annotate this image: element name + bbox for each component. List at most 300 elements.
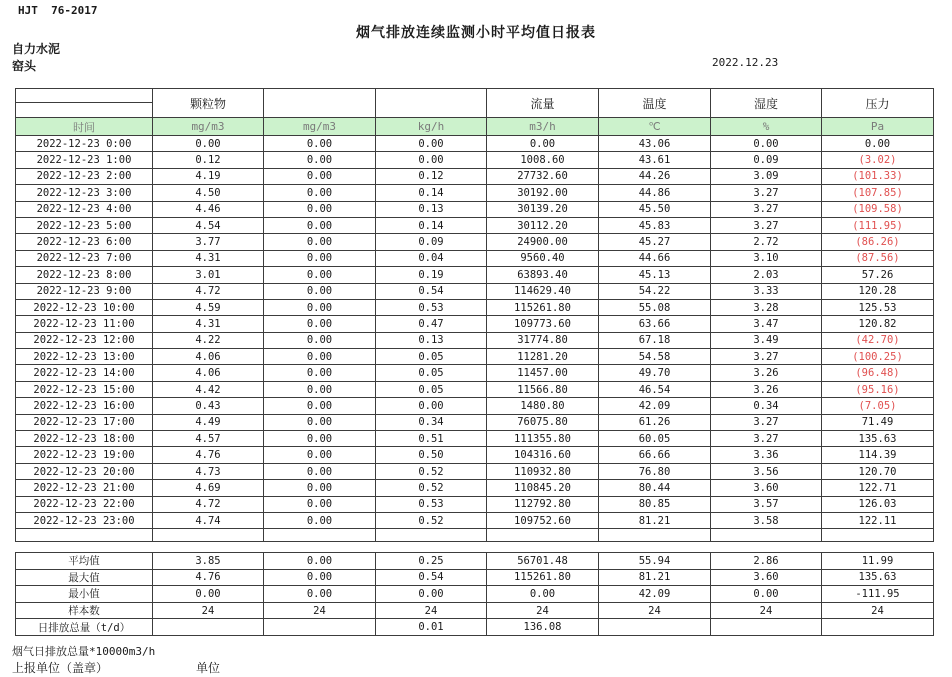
value-cell: 125.53 [822, 299, 934, 315]
value-cell: 0.00 [264, 299, 376, 315]
value-cell: 2.03 [711, 267, 822, 283]
value-cell: 45.27 [599, 234, 711, 250]
hourly-data-row [16, 480, 934, 496]
row-label-cell: 2022-12-23 7:00 [16, 250, 153, 266]
value-cell: (42.70) [822, 332, 934, 348]
value-cell: 0.12 [376, 168, 487, 184]
row-label-cell: 2022-12-23 16:00 [16, 398, 153, 414]
summary-row [16, 619, 934, 636]
value-cell: 30112.20 [487, 217, 599, 233]
hourly-data-row [16, 267, 934, 283]
value-cell: 9560.40 [487, 250, 599, 266]
value-cell: 0.04 [376, 250, 487, 266]
company-name: 自力水泥 [12, 42, 61, 56]
hourly-data-row [16, 316, 934, 332]
row-label-cell: 2022-12-23 20:00 [16, 463, 153, 479]
row-label-cell: 平均值 [16, 553, 153, 570]
value-cell: 42.09 [599, 398, 711, 414]
value-cell: 0.00 [264, 152, 376, 168]
value-cell: 0.05 [376, 381, 487, 397]
value-cell: 120.70 [822, 463, 934, 479]
value-cell: 3.09 [711, 168, 822, 184]
value-cell: 49.70 [599, 365, 711, 381]
value-cell: (7.05) [822, 398, 934, 414]
row-label-cell: 2022-12-23 17:00 [16, 414, 153, 430]
value-cell: 3.26 [711, 381, 822, 397]
value-cell: 0.53 [376, 496, 487, 512]
value-cell [822, 619, 934, 636]
value-cell: 24 [822, 602, 934, 619]
value-cell: 0.00 [264, 250, 376, 266]
value-cell: 4.42 [153, 381, 264, 397]
value-cell: 3.36 [711, 447, 822, 463]
row-label-cell: 2022-12-23 2:00 [16, 168, 153, 184]
value-cell: 0.05 [376, 365, 487, 381]
value-cell: 111355.80 [487, 431, 599, 447]
value-cell: 60.05 [599, 431, 711, 447]
value-cell: 71.49 [822, 414, 934, 430]
row-label-cell: 2022-12-23 5:00 [16, 217, 153, 233]
value-cell: 0.00 [153, 586, 264, 603]
value-cell: 0.52 [376, 512, 487, 528]
value-cell [376, 529, 487, 542]
summary-table [15, 552, 934, 636]
value-cell: 4.74 [153, 512, 264, 528]
summary-row [16, 586, 934, 603]
value-cell: 0.00 [153, 136, 264, 152]
value-cell: 126.03 [822, 496, 934, 512]
value-cell [264, 619, 376, 636]
value-cell [711, 529, 822, 542]
value-cell: 3.77 [153, 234, 264, 250]
value-cell: 3.27 [711, 217, 822, 233]
row-label-cell: 2022-12-23 19:00 [16, 447, 153, 463]
time-header-upper [16, 89, 152, 103]
value-cell: 4.69 [153, 480, 264, 496]
value-cell: 0.00 [487, 586, 599, 603]
value-cell: 0.00 [264, 136, 376, 152]
value-cell: 0.25 [376, 553, 487, 570]
col-header-blank-1 [264, 89, 376, 118]
group-header-row [16, 89, 934, 118]
row-label-cell: 2022-12-23 11:00 [16, 316, 153, 332]
hourly-data-row [16, 201, 934, 217]
value-cell: 0.53 [376, 299, 487, 315]
value-cell: 43.61 [599, 152, 711, 168]
value-cell: 109752.60 [487, 512, 599, 528]
hourly-data-row [16, 496, 934, 512]
row-label-cell: 2022-12-23 12:00 [16, 332, 153, 348]
time-header-split-cell [16, 89, 153, 118]
value-cell [153, 529, 264, 542]
value-cell: 3.33 [711, 283, 822, 299]
value-cell: 44.66 [599, 250, 711, 266]
value-cell: 4.54 [153, 217, 264, 233]
value-cell: 4.59 [153, 299, 264, 315]
unit-percent: % [711, 118, 822, 136]
value-cell: 0.43 [153, 398, 264, 414]
hourly-data-row [16, 414, 934, 430]
row-label-cell: 2022-12-23 21:00 [16, 480, 153, 496]
value-cell: 0.00 [264, 512, 376, 528]
value-cell: 76075.80 [487, 414, 599, 430]
value-cell: 54.22 [599, 283, 711, 299]
value-cell: 24 [711, 602, 822, 619]
value-cell: (101.33) [822, 168, 934, 184]
value-cell: 4.06 [153, 349, 264, 365]
unit-m3h: m3/h [487, 118, 599, 136]
empty-spacer-row [16, 529, 934, 542]
value-cell: 0.14 [376, 217, 487, 233]
value-cell: 11566.80 [487, 381, 599, 397]
value-cell: (3.02) [822, 152, 934, 168]
row-label-cell: 最大值 [16, 569, 153, 586]
value-cell: 0.50 [376, 447, 487, 463]
value-cell: 56701.48 [487, 553, 599, 570]
value-cell: 3.60 [711, 569, 822, 586]
value-cell: 76.80 [599, 463, 711, 479]
value-cell: 54.58 [599, 349, 711, 365]
col-header-flow: 流量 [487, 89, 599, 118]
hourly-data-table [15, 88, 934, 542]
value-cell: 4.76 [153, 447, 264, 463]
value-cell: 0.52 [376, 480, 487, 496]
value-cell: 0.00 [264, 349, 376, 365]
value-cell: 24 [264, 602, 376, 619]
value-cell: 0.00 [264, 414, 376, 430]
value-cell: -111.95 [822, 586, 934, 603]
value-cell: 0.00 [264, 398, 376, 414]
hourly-data-row [16, 185, 934, 201]
col-header-blank-2 [376, 89, 487, 118]
hourly-data-row [16, 283, 934, 299]
col-header-pressure: 压力 [822, 89, 934, 118]
value-cell: 44.26 [599, 168, 711, 184]
value-cell: 0.47 [376, 316, 487, 332]
value-cell: 4.49 [153, 414, 264, 430]
value-cell: 31774.80 [487, 332, 599, 348]
value-cell: 44.86 [599, 185, 711, 201]
value-cell: (100.25) [822, 349, 934, 365]
value-cell: 30192.00 [487, 185, 599, 201]
value-cell: 109773.60 [487, 316, 599, 332]
time-header-lower [16, 103, 152, 117]
row-label-cell: 日排放总量（t/d） [16, 619, 153, 636]
value-cell: 45.83 [599, 217, 711, 233]
value-cell: 55.08 [599, 299, 711, 315]
value-cell [822, 529, 934, 542]
hourly-data-row [16, 381, 934, 397]
value-cell: 3.28 [711, 299, 822, 315]
value-cell: 3.01 [153, 267, 264, 283]
row-label-cell: 2022-12-23 8:00 [16, 267, 153, 283]
value-cell: 81.21 [599, 569, 711, 586]
value-cell: 3.56 [711, 463, 822, 479]
value-cell: 4.76 [153, 569, 264, 586]
value-cell: 0.00 [264, 569, 376, 586]
value-cell: 45.50 [599, 201, 711, 217]
value-cell: 61.26 [599, 414, 711, 430]
hourly-data-row [16, 349, 934, 365]
value-cell: 63893.40 [487, 267, 599, 283]
value-cell: 80.44 [599, 480, 711, 496]
value-cell: 43.06 [599, 136, 711, 152]
value-cell: 11457.00 [487, 365, 599, 381]
value-cell: 0.00 [264, 234, 376, 250]
value-cell: 3.27 [711, 201, 822, 217]
value-cell [153, 619, 264, 636]
hourly-data-row [16, 431, 934, 447]
value-cell: 2.86 [711, 553, 822, 570]
value-cell: 63.66 [599, 316, 711, 332]
value-cell: 3.58 [711, 512, 822, 528]
value-cell: 1008.60 [487, 152, 599, 168]
value-cell: 0.00 [264, 267, 376, 283]
value-cell: 3.60 [711, 480, 822, 496]
col-header-humidity: 湿度 [711, 89, 822, 118]
unit-header-row [16, 118, 934, 136]
value-cell: 0.34 [711, 398, 822, 414]
row-label-cell: 2022-12-23 3:00 [16, 185, 153, 201]
hourly-data-row [16, 512, 934, 528]
hourly-data-row [16, 250, 934, 266]
value-cell: 4.72 [153, 496, 264, 512]
row-label-cell: 最小值 [16, 586, 153, 603]
value-cell: 0.13 [376, 332, 487, 348]
value-cell: 0.00 [264, 496, 376, 512]
row-label-cell: 2022-12-23 1:00 [16, 152, 153, 168]
value-cell: 3.10 [711, 250, 822, 266]
value-cell: 4.06 [153, 365, 264, 381]
value-cell: 11281.20 [487, 349, 599, 365]
value-cell: 0.00 [264, 185, 376, 201]
value-cell: 114629.40 [487, 283, 599, 299]
value-cell: 4.31 [153, 316, 264, 332]
value-cell: 0.54 [376, 569, 487, 586]
value-cell: (87.56) [822, 250, 934, 266]
value-cell: 4.57 [153, 431, 264, 447]
value-cell: 4.50 [153, 185, 264, 201]
row-label-cell: 2022-12-23 23:00 [16, 512, 153, 528]
value-cell: 0.54 [376, 283, 487, 299]
hourly-data-row [16, 332, 934, 348]
unit-mgm3-1: mg/m3 [153, 118, 264, 136]
hourly-data-row [16, 168, 934, 184]
value-cell: 24 [487, 602, 599, 619]
hourly-data-row [16, 152, 934, 168]
value-cell: 24900.00 [487, 234, 599, 250]
value-cell: 0.00 [264, 431, 376, 447]
value-cell: 110845.20 [487, 480, 599, 496]
value-cell: 115261.80 [487, 569, 599, 586]
value-cell: 112792.80 [487, 496, 599, 512]
value-cell: 0.00 [264, 168, 376, 184]
value-cell: (107.85) [822, 185, 934, 201]
value-cell: 27732.60 [487, 168, 599, 184]
value-cell: 0.00 [264, 217, 376, 233]
unit-kgh: kg/h [376, 118, 487, 136]
value-cell: (86.26) [822, 234, 934, 250]
value-cell: 0.00 [264, 553, 376, 570]
value-cell: 0.00 [376, 152, 487, 168]
hourly-data-row [16, 447, 934, 463]
report-title: 烟气排放连续监测小时平均值日报表 [356, 25, 596, 41]
value-cell: 0.00 [264, 381, 376, 397]
value-cell: 0.13 [376, 201, 487, 217]
value-cell: 3.85 [153, 553, 264, 570]
row-label-cell: 2022-12-23 10:00 [16, 299, 153, 315]
row-label-cell: 2022-12-23 4:00 [16, 201, 153, 217]
value-cell: 57.26 [822, 267, 934, 283]
value-cell: 3.57 [711, 496, 822, 512]
value-cell: 3.27 [711, 431, 822, 447]
row-label-cell: 2022-12-23 0:00 [16, 136, 153, 152]
value-cell: 46.54 [599, 381, 711, 397]
value-cell: 122.71 [822, 480, 934, 496]
row-label-cell: 2022-12-23 6:00 [16, 234, 153, 250]
value-cell: 0.00 [264, 316, 376, 332]
col-header-particulate: 颗粒物 [153, 89, 264, 118]
reporting-unit-stamp-label: 上报单位（盖章） [12, 661, 109, 675]
value-cell: 4.22 [153, 332, 264, 348]
value-cell: 0.00 [822, 136, 934, 152]
value-cell: 3.49 [711, 332, 822, 348]
value-cell: 1480.80 [487, 398, 599, 414]
value-cell: 42.09 [599, 586, 711, 603]
value-cell: 0.01 [376, 619, 487, 636]
value-cell: 81.21 [599, 512, 711, 528]
value-cell: 80.85 [599, 496, 711, 512]
unit-mgm3-2: mg/m3 [264, 118, 376, 136]
value-cell: 0.00 [264, 586, 376, 603]
value-cell: 0.00 [264, 463, 376, 479]
standard-number: HJT 76-2017 [18, 4, 98, 17]
flow-total-note: 烟气日排放总量*10000m3/h [12, 645, 156, 658]
col-header-temperature: 温度 [599, 89, 711, 118]
value-cell: 4.19 [153, 168, 264, 184]
value-cell: 67.18 [599, 332, 711, 348]
value-cell: 115261.80 [487, 299, 599, 315]
value-cell: 45.13 [599, 267, 711, 283]
summary-row [16, 553, 934, 570]
value-cell: 0.09 [376, 234, 487, 250]
value-cell [599, 619, 711, 636]
value-cell: 0.12 [153, 152, 264, 168]
summary-row [16, 602, 934, 619]
value-cell [264, 529, 376, 542]
value-cell: 135.63 [822, 569, 934, 586]
row-label-cell: 2022-12-23 13:00 [16, 349, 153, 365]
value-cell: 30139.20 [487, 201, 599, 217]
value-cell: 3.27 [711, 349, 822, 365]
hourly-data-row [16, 136, 934, 152]
hourly-data-row [16, 299, 934, 315]
value-cell: 0.00 [376, 586, 487, 603]
value-cell: 0.00 [376, 136, 487, 152]
value-cell: 0.00 [264, 201, 376, 217]
value-cell: 0.14 [376, 185, 487, 201]
row-label-cell: 2022-12-23 15:00 [16, 381, 153, 397]
hourly-data-row [16, 398, 934, 414]
value-cell: 0.34 [376, 414, 487, 430]
value-cell: 4.31 [153, 250, 264, 266]
value-cell: 136.08 [487, 619, 599, 636]
value-cell: 0.00 [264, 332, 376, 348]
value-cell: 0.00 [487, 136, 599, 152]
value-cell: (111.95) [822, 217, 934, 233]
hourly-data-row [16, 234, 934, 250]
row-label-cell: 样本数 [16, 602, 153, 619]
row-label-cell: 2022-12-23 14:00 [16, 365, 153, 381]
hourly-data-row [16, 217, 934, 233]
value-cell: 122.11 [822, 512, 934, 528]
value-cell: 0.51 [376, 431, 487, 447]
value-cell: (96.48) [822, 365, 934, 381]
value-cell: 4.72 [153, 283, 264, 299]
value-cell: 66.66 [599, 447, 711, 463]
value-cell: 110932.80 [487, 463, 599, 479]
value-cell: 0.00 [376, 398, 487, 414]
value-cell: 0.19 [376, 267, 487, 283]
hourly-data-row [16, 463, 934, 479]
value-cell: 24 [153, 602, 264, 619]
value-cell: 2.72 [711, 234, 822, 250]
value-cell: (95.16) [822, 381, 934, 397]
value-cell: 3.47 [711, 316, 822, 332]
value-cell: (109.58) [822, 201, 934, 217]
row-label-cell [16, 529, 153, 542]
value-cell: 104316.60 [487, 447, 599, 463]
value-cell: 0.00 [264, 283, 376, 299]
unit-label: 单位 [196, 661, 221, 675]
value-cell: 120.82 [822, 316, 934, 332]
value-cell [487, 529, 599, 542]
summary-row [16, 569, 934, 586]
unit-celsius: ℃ [599, 118, 711, 136]
value-cell: 0.00 [264, 480, 376, 496]
value-cell [711, 619, 822, 636]
value-cell: 4.46 [153, 201, 264, 217]
value-cell: 3.27 [711, 414, 822, 430]
value-cell: 24 [376, 602, 487, 619]
value-cell: 11.99 [822, 553, 934, 570]
value-cell: 0.00 [264, 447, 376, 463]
value-cell: 0.09 [711, 152, 822, 168]
value-cell: 4.73 [153, 463, 264, 479]
value-cell [599, 529, 711, 542]
value-cell: 0.00 [711, 586, 822, 603]
hourly-data-row [16, 365, 934, 381]
report-date: 2022.12.23 [712, 56, 779, 69]
unit-time: 时间 [16, 118, 153, 136]
value-cell: 3.26 [711, 365, 822, 381]
row-label-cell: 2022-12-23 9:00 [16, 283, 153, 299]
unit-pa: Pa [822, 118, 934, 136]
value-cell: 0.52 [376, 463, 487, 479]
value-cell: 120.28 [822, 283, 934, 299]
value-cell: 0.00 [711, 136, 822, 152]
value-cell: 55.94 [599, 553, 711, 570]
value-cell: 0.00 [264, 365, 376, 381]
row-label-cell: 2022-12-23 22:00 [16, 496, 153, 512]
row-label-cell: 2022-12-23 18:00 [16, 431, 153, 447]
value-cell: 0.05 [376, 349, 487, 365]
monitoring-point-name: 窑头 [12, 59, 37, 73]
value-cell: 114.39 [822, 447, 934, 463]
value-cell: 3.27 [711, 185, 822, 201]
value-cell: 24 [599, 602, 711, 619]
value-cell: 135.63 [822, 431, 934, 447]
